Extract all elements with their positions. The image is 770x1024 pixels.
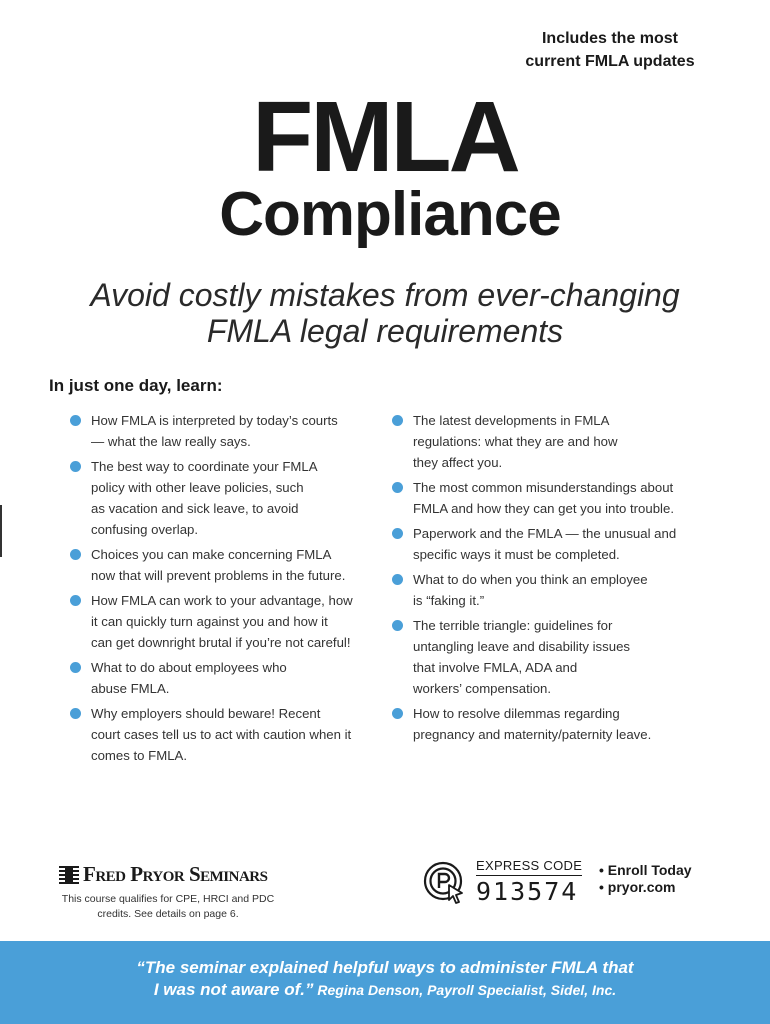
- learn-heading: In just one day, learn:: [49, 376, 223, 395]
- testimonial-banner: [0, 941, 770, 1024]
- list-item-text: What to do when you think an employee is “faking it.”: [413, 572, 648, 608]
- bullet-dot-icon: [392, 620, 403, 631]
- bullet-dot-icon: [70, 595, 81, 606]
- tagline: [0, 277, 770, 349]
- logo-wordmark: Fred Pryor Seminars: [83, 862, 268, 886]
- credits-note: This course qualifies for CPE, HRCI and PDC credits. See details on page 6.: [61, 893, 275, 920]
- bullet-dot-icon: [392, 482, 403, 493]
- page-title: FMLA: [252, 81, 518, 193]
- list-item: [392, 410, 722, 473]
- updates-note-line1: Includes the most: [541, 30, 679, 47]
- margin-mark: [0, 505, 2, 557]
- updates-note: [480, 27, 740, 73]
- list-item: [392, 615, 722, 699]
- list-item: [392, 703, 722, 745]
- list-item-text: Choices you can make concerning FMLA now that will prevent problems in the future.: [91, 547, 346, 583]
- bullet-dot-icon: [70, 708, 81, 719]
- bullet-dot-icon: [70, 549, 81, 560]
- bullet-list-right: [392, 410, 722, 749]
- bullet-dot-icon: [392, 415, 403, 426]
- list-item-text: Paperwork and the FMLA — the unusual and specific ways it must be completed.: [413, 526, 677, 562]
- testimonial-attribution: Regina Denson, Payroll Specialist, Sidel, Inc.: [313, 982, 617, 998]
- bullet-dot-icon: [70, 461, 81, 472]
- list-item: [392, 523, 722, 565]
- tagline-line1: Avoid costly mistakes from ever-changing: [90, 277, 680, 313]
- bullet-dot-icon: [70, 662, 81, 673]
- list-item: [70, 590, 390, 653]
- pryor-click-icon: [422, 860, 468, 906]
- list-item: [392, 569, 722, 611]
- express-code-value: 913574: [476, 877, 579, 906]
- bullet-list-left: [70, 410, 390, 770]
- updates-note-line2: current FMLA updates: [525, 53, 695, 70]
- list-item: [70, 657, 390, 699]
- list-item: [70, 544, 390, 586]
- fred-pryor-logo: [58, 862, 267, 887]
- bullet-dot-icon: [70, 415, 81, 426]
- list-item: [70, 703, 390, 766]
- testimonial-line1: “The seminar explained helpful ways to administer FMLA that: [136, 958, 634, 977]
- pryor-emblem-icon: [58, 864, 80, 886]
- bullet-dot-icon: [392, 528, 403, 539]
- list-item-text: How FMLA can work to your advantage, how it can quickly turn against you and how it can get downright brutal if you’re not careful!: [91, 593, 353, 650]
- list-item-text: What to do about employees who abuse FMLA.: [91, 660, 287, 696]
- list-item: [392, 477, 722, 519]
- enroll-info: [599, 862, 692, 896]
- list-item-text: How to resolve dilemmas regarding pregnancy and maternity/paternity leave.: [413, 706, 652, 742]
- bullet-dot-icon: [392, 574, 403, 585]
- list-item-text: Why employers should beware! Recent court cases tell us to act with caution when it comes to FMLA.: [91, 706, 352, 763]
- list-item-text: The most common misunderstandings about FMLA and how they can get you into trouble.: [413, 480, 674, 516]
- list-item: [70, 456, 390, 540]
- list-item-text: How FMLA is interpreted by today’s courts — what the law really says.: [91, 413, 338, 449]
- list-item-text: The best way to coordinate your FMLA policy with other leave policies, such as vacation and sick leave, to avoid confusing overlap.: [91, 459, 318, 537]
- bullet-dot-icon: [392, 708, 403, 719]
- enroll-today-text: • Enroll Today: [599, 862, 692, 878]
- enroll-website-link[interactable]: • pryor.com: [599, 879, 676, 895]
- list-item-text: The latest developments in FMLA regulations: what they are and how they affect you.: [413, 413, 618, 470]
- testimonial-line2: I was not aware of.”: [153, 980, 314, 999]
- tagline-line2: FMLA legal requirements: [206, 313, 564, 349]
- list-item: [70, 410, 390, 452]
- page-subtitle: Compliance: [219, 180, 561, 249]
- list-item-text: The terrible triangle: guidelines for untangling leave and disability issues that involve FMLA, ADA and workers’ compensation.: [413, 618, 631, 696]
- express-code-label: EXPRESS CODE: [476, 858, 582, 876]
- express-code-block: [422, 858, 582, 908]
